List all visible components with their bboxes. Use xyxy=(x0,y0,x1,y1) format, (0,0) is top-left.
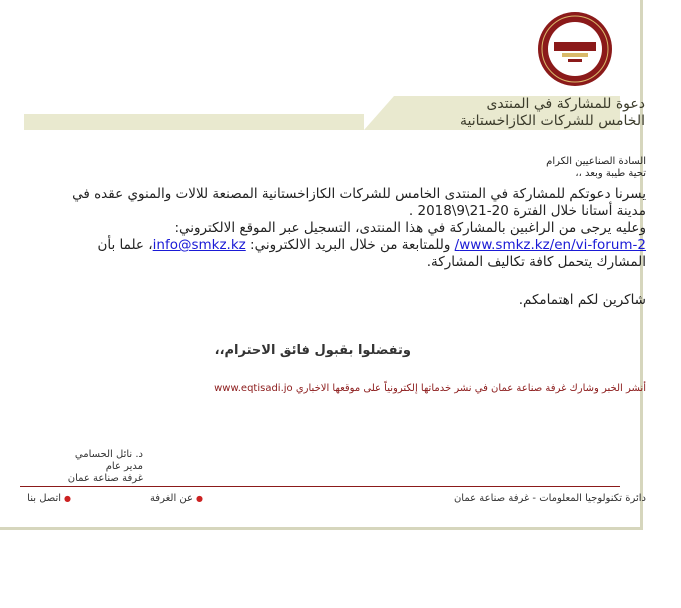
title-band-notch xyxy=(24,96,364,114)
bullet-icon: ● xyxy=(64,494,71,503)
greeting-line2: تحية طيبة وبعد ،، xyxy=(575,168,646,179)
footer-contact-label[interactable]: اتصل بنا xyxy=(27,493,62,504)
footer-contact-link[interactable] xyxy=(27,493,71,504)
greeting-line1: السادة الصناعيين الكرام xyxy=(546,156,646,167)
body-paragraph-1: يسرنا دعوتكم للمشاركة في المنتدى الخامس للشركات الكازاخستانية المصنعة للالات والمنوي عقده في مدينة أستانا خلال الفترة 20-21\9\2018 . xyxy=(72,186,646,219)
body-paragraph-2-prefix: وعليه يرجى من الراغبين بالمشاركة في هذا المنتدى، التسجيل عبر الموقع الالكتروني: xyxy=(174,220,646,236)
forum-email-link[interactable]: info@smkz.kz xyxy=(152,237,246,253)
footer-about-link[interactable] xyxy=(150,493,203,504)
body-paragraph-2-suffix: ، علما بأن المشارك يتحمل كافة تكاليف المشاركة. xyxy=(97,237,646,270)
bullet-icon: ● xyxy=(196,494,203,503)
regards-line: وتفضلوا بقبول فائق الاحترام،، xyxy=(214,343,411,358)
invitation-title-line1: دعوة للمشاركة في المنتدى xyxy=(486,96,645,112)
body-paragraph-2-mid: وللمتابعة من خلال البريد الالكتروني: xyxy=(245,237,455,253)
footer-department: دائرة تكنولوجيا المعلومات - غرفة صناعة عمان xyxy=(453,493,646,504)
signature-name: د. نائل الحسامي xyxy=(74,449,143,460)
promo-line[interactable]: أنشر الخبر وشارك غرفة صناعة عمان في نشر خدماتها إلكترونياً على موقعها الاخباري www.eqtisadi.jo xyxy=(214,383,646,394)
title-band-corner xyxy=(364,96,394,130)
body-paragraph-2 xyxy=(66,220,646,271)
signature-org: غرفة صناعة عمان xyxy=(67,473,143,484)
chamber-logo xyxy=(532,10,618,88)
thanks-line: شاكرين لكم اهتمامكم. xyxy=(518,292,646,308)
body-text xyxy=(66,186,646,271)
footer-divider xyxy=(20,486,620,487)
forum-website-link[interactable]: www.smkz.kz/en/vi-forum-2/ xyxy=(454,237,646,253)
invitation-title-line2: الخامس للشركات الكازاخستانية xyxy=(460,113,645,129)
signature-title: مدير عام xyxy=(105,461,143,472)
footer-about-label[interactable]: عن الغرفة xyxy=(149,493,194,504)
